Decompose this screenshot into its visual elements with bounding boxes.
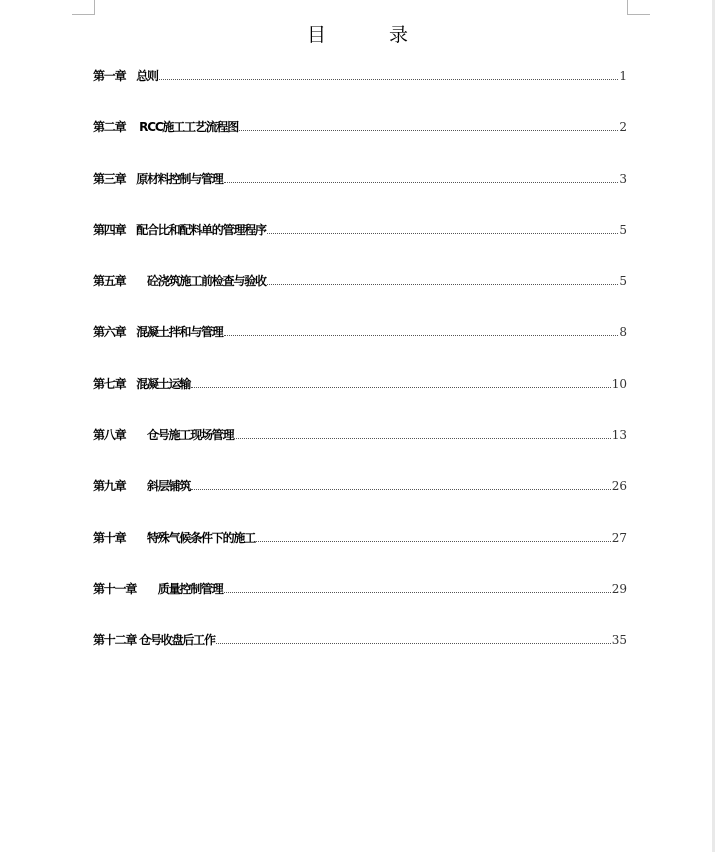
- toc-entry-page: 29: [611, 581, 627, 596]
- dot-leader: [267, 283, 619, 285]
- toc-entry-page: 27: [611, 530, 627, 545]
- toc-entry-page: 5: [619, 222, 627, 237]
- dot-leader: [239, 129, 618, 131]
- toc-entry[interactable]: [93, 579, 627, 596]
- toc-entry-page: 3: [619, 171, 627, 186]
- toc-entry[interactable]: [93, 322, 627, 339]
- toc-entry-page: 26: [611, 479, 627, 494]
- toc-entry-label: 第五章 砼浇筑施工前检查与验收: [93, 274, 266, 289]
- dot-leader: [191, 386, 611, 388]
- toc-entry-label: 第九章 斜层铺筑: [93, 479, 191, 494]
- toc-title: 目 录: [306, 24, 430, 46]
- toc-entry[interactable]: [93, 630, 627, 647]
- dot-leader: [234, 437, 610, 439]
- crop-mark-top-left: [72, 0, 95, 15]
- toc-entry-label: 第二章 RCC施工工艺流程图: [93, 120, 239, 135]
- dot-leader: [256, 540, 611, 542]
- dot-leader: [159, 78, 619, 80]
- toc-entry[interactable]: [93, 117, 627, 134]
- toc-entry-label: 第四章 配合比和配料单的管理程序: [93, 222, 266, 237]
- toc-entry[interactable]: [93, 476, 627, 493]
- toc-entry[interactable]: [93, 425, 627, 442]
- dot-leader: [216, 642, 611, 644]
- toc-entry[interactable]: [93, 66, 627, 83]
- toc-entry-label: 第七章 混凝土运输: [93, 376, 191, 391]
- toc-entry-page: 13: [611, 428, 627, 443]
- dot-leader: [224, 334, 619, 336]
- toc-entry-label: 第八章 仓号施工现场管理: [93, 428, 234, 443]
- table-of-contents: [93, 66, 627, 682]
- toc-entry[interactable]: [93, 271, 627, 288]
- toc-entry[interactable]: [93, 169, 627, 186]
- toc-entry-page: 1: [619, 69, 627, 83]
- toc-entry-label: 第三章 原材料控制与管理: [93, 171, 223, 186]
- dot-leader: [267, 232, 619, 234]
- toc-entry-page: 35: [611, 633, 627, 648]
- crop-mark-top-right: [627, 0, 650, 15]
- toc-entry-page: 8: [619, 325, 627, 340]
- dot-leader: [224, 591, 611, 593]
- dot-leader: [191, 488, 611, 490]
- toc-entry[interactable]: [93, 374, 627, 391]
- toc-entry-page: 10: [611, 376, 627, 391]
- toc-entry-page: 5: [619, 274, 627, 289]
- toc-entry-page: 2: [619, 120, 627, 135]
- toc-entry[interactable]: [93, 220, 627, 237]
- toc-entry-label: 第一章 总则: [93, 69, 158, 83]
- toc-entry-label: 第十章 特殊气候条件下的施工: [93, 530, 256, 545]
- dot-leader: [224, 181, 619, 183]
- toc-entry-label: 第十二章 仓号收盘后工作: [93, 633, 215, 648]
- toc-entry-label: 第十一章 质量控制管理: [93, 581, 223, 596]
- toc-entry[interactable]: [93, 528, 627, 545]
- toc-entry-label: 第六章 混凝土拌和与管理: [93, 325, 223, 340]
